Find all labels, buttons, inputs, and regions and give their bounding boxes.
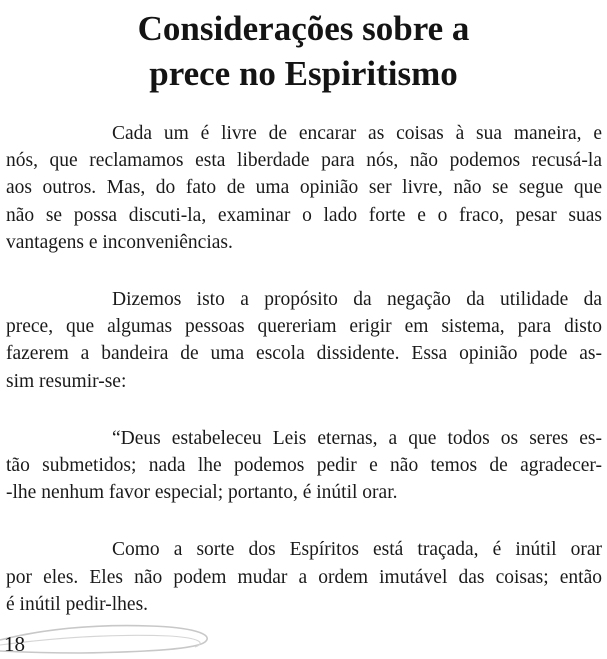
page-number: 18	[4, 632, 25, 656]
body-text	[6, 120, 602, 648]
paragraph-line: Dizemos isto a propósito da negação da utilidade da	[112, 289, 602, 311]
paragraph-line: por eles. Eles não podem mudar a ordem imutável das coisas; então	[6, 566, 602, 588]
paragraph-line: prece, que algumas pessoas quereriam erigir em sistema, para disto	[6, 316, 602, 338]
paragraph-2	[6, 286, 602, 395]
paragraph-line: -lhe nenhum favor especial; portanto, é inútil orar.	[6, 482, 398, 504]
chapter-title-line-1: Considerações sobre a	[137, 9, 470, 48]
footer-swash-ornament	[0, 612, 607, 659]
chapter-title-line-2: prece no Espiritismo	[149, 54, 458, 93]
paragraph-line: sim resumir-se:	[6, 370, 127, 392]
paragraph-line: Cada um é livre de encarar as coisas à sua maneira, e	[112, 123, 602, 144]
paragraph-line: aos outros. Mas, do fato de uma opinião ser livre, não se segue que	[6, 177, 602, 199]
paragraph-line: “Deus estabeleceu Leis eternas, a que todos os seres es-	[112, 427, 602, 449]
paragraph-3-quote	[6, 425, 602, 507]
paragraph-line: Como a sorte dos Espíritos está traçada, é inútil orar	[112, 539, 602, 561]
chapter-title	[0, 6, 607, 96]
paragraph-line: não se possa discuti-la, examinar o lado forte e o fraco, pesar suas	[6, 204, 602, 226]
paragraph-line: é inútil pedir-lhes.	[6, 593, 149, 615]
paragraph-line: vantagens e inconveniências.	[6, 231, 233, 253]
paragraph-line: nós, que reclamamos esta liberdade para nós, não podemos recusá-la	[6, 150, 602, 172]
paragraph-line: fazerem a bandeira de uma escola dissidente. Essa opinião pode as-	[6, 343, 602, 365]
paragraph-4	[6, 536, 602, 618]
paragraph-line: tão submetidos; nada lhe podemos pedir e não temos de agradecer-	[6, 455, 602, 477]
paragraph-1	[6, 120, 602, 256]
